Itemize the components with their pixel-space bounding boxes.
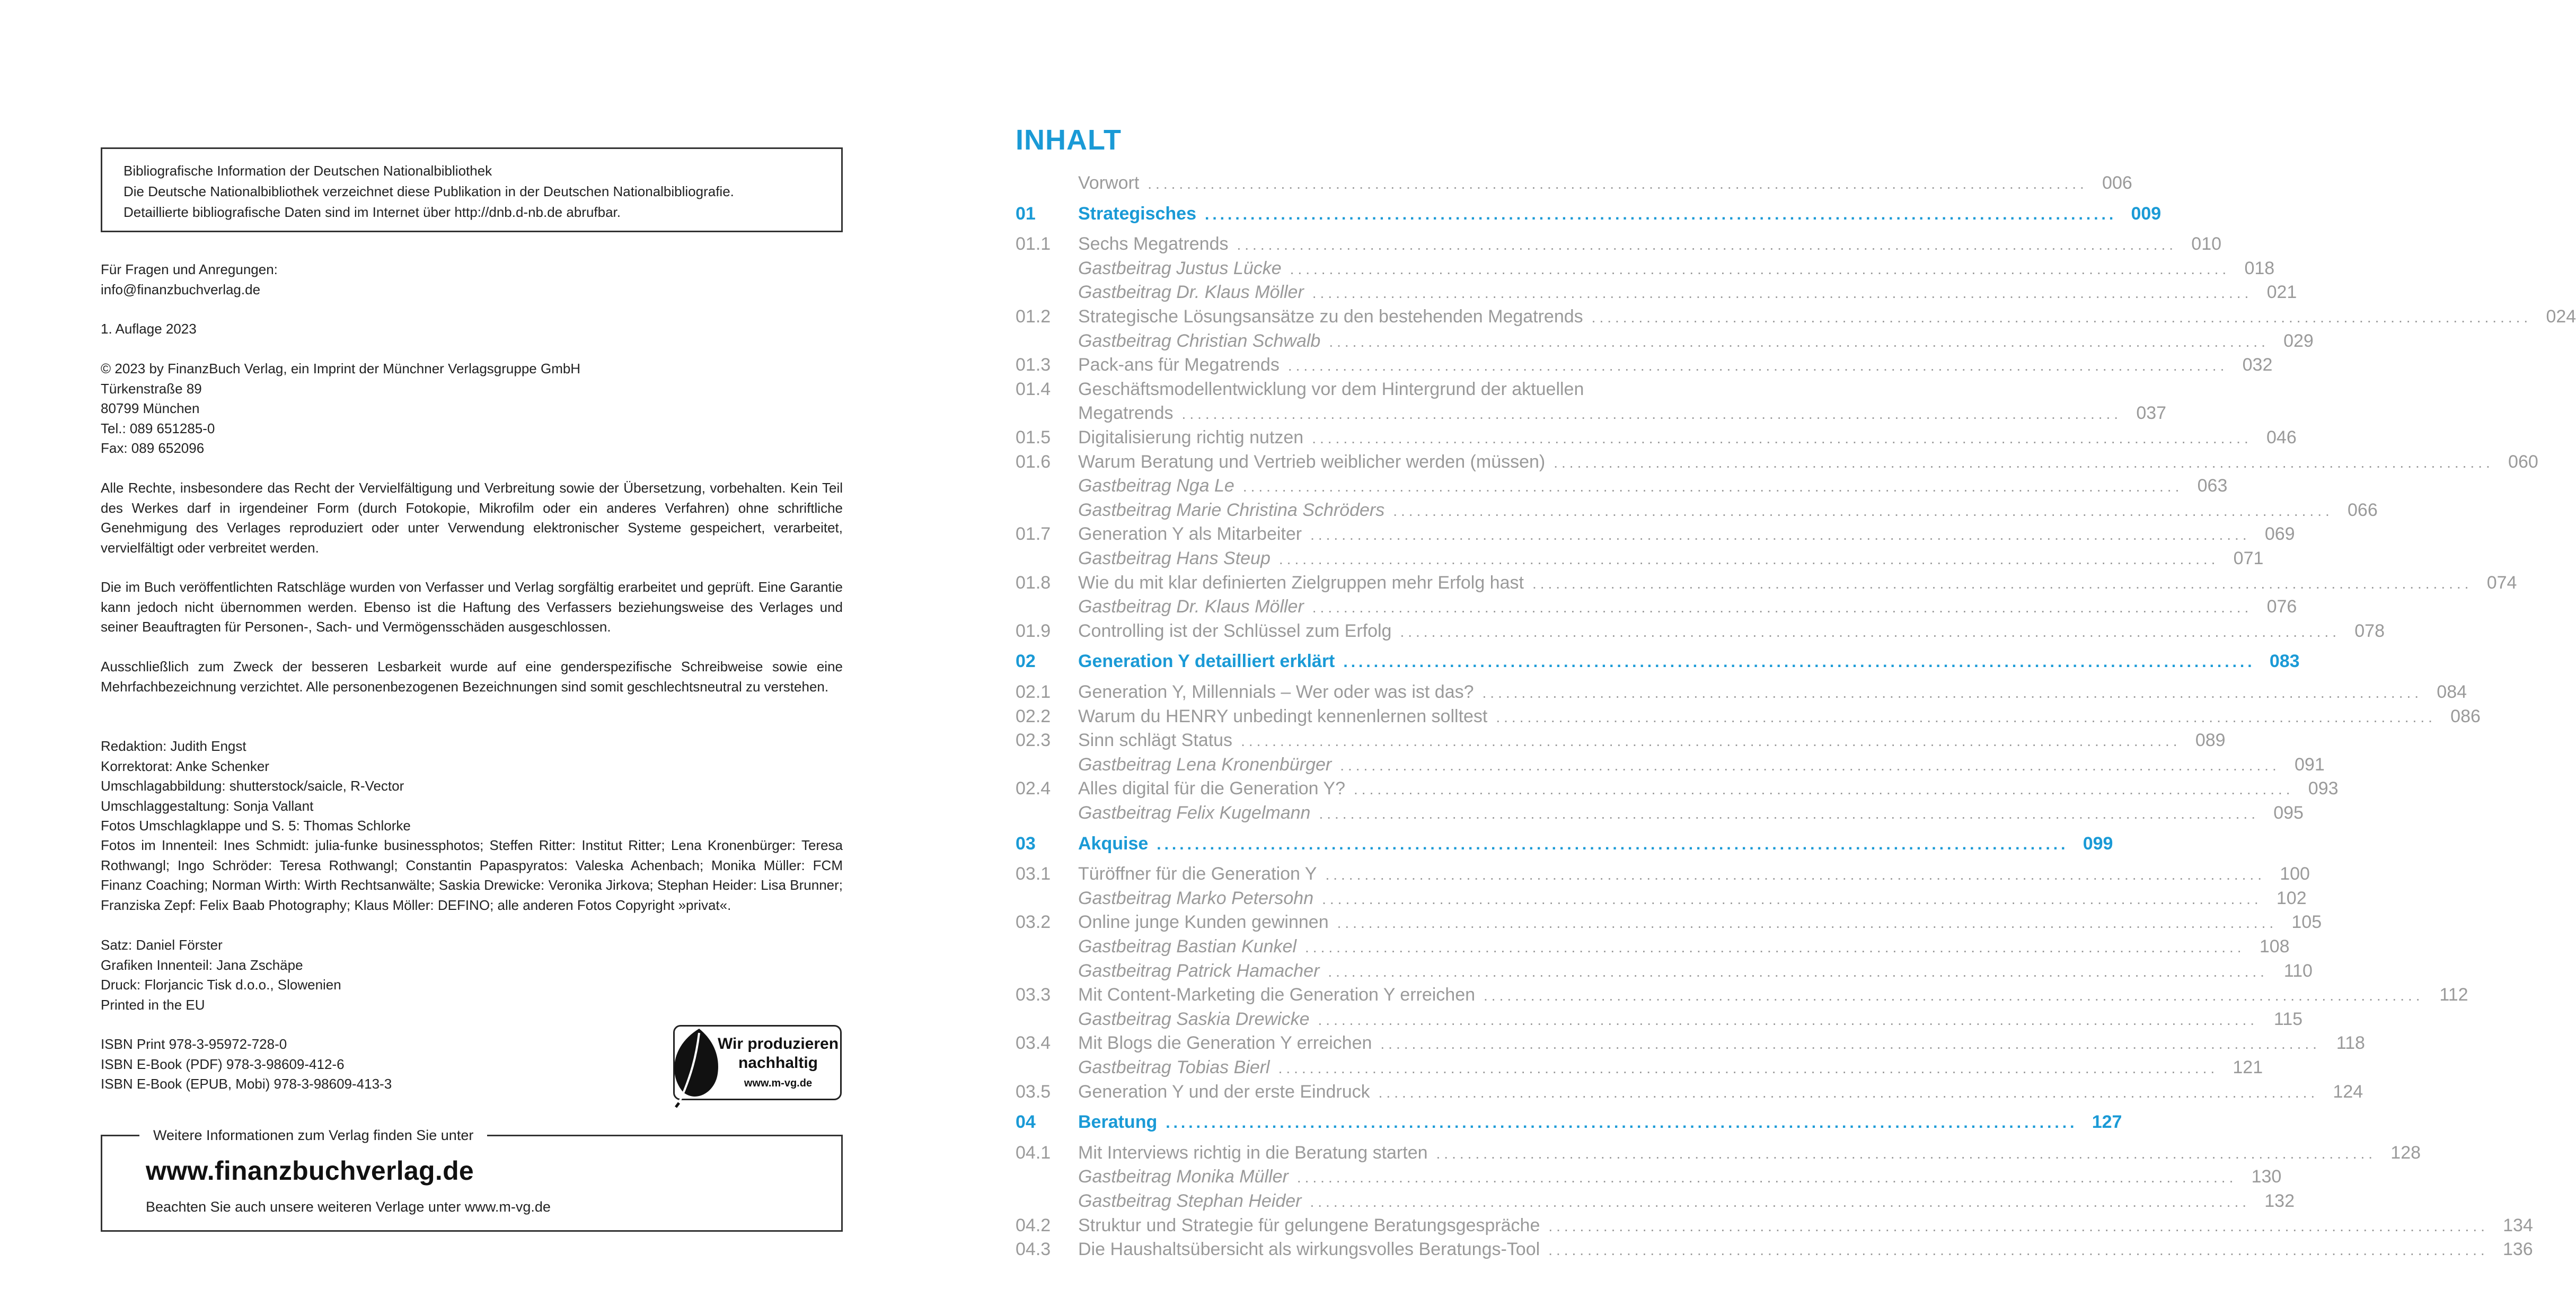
- toc-entry-title: Generation Y detailliert erklärt: [1078, 651, 1335, 672]
- toc-leader-dots: ........................................................................................................................: [1380, 1036, 2321, 1053]
- toc-entry-title: Warum Beratung und Vertrieb weiblicher werden (müssen): [1078, 451, 1546, 472]
- toc-chapter-row[interactable]: [1016, 1110, 2122, 1134]
- toc-number: 04.3: [1016, 1239, 1051, 1260]
- toc-section-row[interactable]: [1016, 728, 2226, 752]
- toc-page-number: 066: [2348, 499, 2378, 520]
- toc-entry-title: Die Haushaltsübersicht als wirkungsvolles Beratungs-Tool: [1078, 1239, 1540, 1260]
- toc-entry-title: Gastbeitrag Nga Le: [1078, 476, 1234, 496]
- toc-entry-title: Megatrends: [1078, 403, 1174, 424]
- isbn-line: ISBN Print 978-3-95972-728-0: [101, 1036, 287, 1052]
- badge-line-1: Wir produzieren: [717, 1035, 839, 1053]
- toc-leader-dots: ........................................................................................................................: [1205, 205, 2117, 223]
- toc-number: 02: [1016, 651, 1036, 672]
- toc-entry-title: Vorwort: [1078, 173, 1140, 193]
- publisher-block: [101, 359, 843, 459]
- website-caption: Weitere Informationen zum Verlag finden Sie unter: [139, 1125, 487, 1146]
- toc-entry-title: Generation Y und der erste Eindruck: [1078, 1081, 1370, 1102]
- toc-entry-title: Türöffner für die Generation Y: [1078, 864, 1317, 884]
- toc-entry-title: Gastbeitrag Hans Steup: [1078, 548, 1271, 568]
- toc-page-number: 127: [2092, 1112, 2122, 1133]
- credit-line: Korrektorat: Anke Schenker: [101, 758, 269, 774]
- toc-entry-title: Gastbeitrag Monika Müller: [1078, 1167, 1289, 1187]
- toc-number: 04.2: [1016, 1215, 1051, 1235]
- toc-leader-dots: ........................................................................................................................: [1554, 454, 2494, 471]
- toc-entry-title: Strategisches: [1078, 203, 1196, 224]
- toc-page-number: 037: [2136, 403, 2167, 424]
- toc-section-row[interactable]: [1016, 776, 2339, 801]
- toc-guest-row[interactable]: [1016, 256, 2275, 280]
- toc-leader-dots: ........................................................................................................................: [1148, 176, 2088, 192]
- toc-section-row[interactable]: [1016, 522, 2295, 546]
- toc-section-row[interactable]: [1016, 171, 2132, 195]
- toc-section-row[interactable]: [1016, 983, 2468, 1007]
- toc-page-number: 060: [2508, 451, 2538, 472]
- sustainability-badge: [673, 1025, 842, 1100]
- toc-number: 01: [1016, 203, 1036, 224]
- toc-section-row[interactable]: [1016, 862, 2310, 886]
- photo-credits-paragraph: Fotos im Innenteil: Ines Schmidt: julia-funke businessphotos; Steffen Ritter: Institut Ritter; Lena Kronenbürger: Teresa Rothwangl; Ingo Schröder: Teresa Rothwangl; Constantin Papaspyratos: Valeska Achenbach; Monika Müller: FCM Finanz Coaching; Norman Wirth: Wirth Rechtsanwälte; Saskia Drewicke: Veronika Jirkova; Stephan Heider: Lisa Brunner; Franziska Zepf: Felix Baab Photography; Klaus Möller: DEFINO; alle anderen Fotos Copyright »privat«.: [101, 837, 843, 913]
- toc-guest-row[interactable]: [1016, 1189, 2295, 1213]
- toc-leader-dots: ........................................................................................................................: [1591, 309, 2532, 326]
- toc-page-number: 076: [2266, 597, 2297, 617]
- toc-entry-title: Sechs Megatrends: [1078, 234, 1229, 255]
- toc-leader-dots: ........................................................................................................................: [1237, 236, 2177, 253]
- toc-number: 02.3: [1016, 730, 1051, 751]
- toc-guest-row[interactable]: [1016, 1055, 2263, 1080]
- disclaimer-paragraph: Die im Buch veröffentlichten Ratschläge wurden von Verfasser und Verlag sorgfältig erarbeitet und geprüft. Eine Garantie kann jedoch nicht übernommen werden. Ebenso ist die Haftung des Verfassers beziehungsweise des Verlages und seiner Beauftragten für Personen-, Sach- und Vermögensschäden ausgeschlossen.: [101, 579, 843, 635]
- toc-section-row[interactable]: [1016, 1031, 2365, 1055]
- toc-entry-title: Gastbeitrag Bastian Kunkel: [1078, 936, 1297, 957]
- toc-guest-row[interactable]: [1016, 934, 2290, 959]
- toc-entry-title: Mit Blogs die Generation Y erreichen: [1078, 1033, 1372, 1054]
- biblio-info-box: [101, 147, 843, 232]
- toc-page-number: 093: [2308, 778, 2339, 799]
- toc-number: 03.1: [1016, 864, 1051, 884]
- toc-guest-row[interactable]: [1016, 1164, 2282, 1189]
- toc-leader-dots: ........................................................................................................................: [1337, 915, 2278, 932]
- website-note: Beachten Sie auch unsere weiteren Verlage unter www.m-vg.de: [146, 1199, 551, 1215]
- toc-number: 01.3: [1016, 355, 1051, 375]
- toc-title: INHALT: [1016, 124, 1122, 156]
- toc-entry-title: Digitalisierung richtig nutzen: [1078, 427, 1304, 448]
- toc-entry-title: Struktur und Strategie für gelungene Beratungsgespräche: [1078, 1215, 1540, 1235]
- credits2-block: [101, 935, 843, 1015]
- toc-section-row[interactable]: [1016, 353, 2273, 377]
- toc-page-number: 121: [2233, 1057, 2263, 1077]
- toc-page-number: 112: [2439, 985, 2468, 1005]
- toc-page-number: 105: [2291, 912, 2322, 933]
- toc-section-row[interactable]: [1016, 1141, 2421, 1165]
- contact-email[interactable]: info@finanzbuchverlag.de: [101, 281, 261, 297]
- toc-section-row[interactable]: [1016, 401, 2167, 425]
- toc-leader-dots: ........................................................................................................................: [1378, 1084, 2319, 1101]
- toc-page-number: 010: [2191, 234, 2222, 255]
- gender-note-paragraph: Ausschließlich zum Zweck der besseren Lesbarkeit wurde auf eine genderspezifische Schreibweise sowie eine Mehrfachbezeichnung verzichtet. Alle personenbezogenen Bezeichnungen sind somit geschlechtsneutral zu verstehen.: [101, 659, 843, 695]
- contact-label: Für Fragen und Anregungen:: [101, 261, 278, 277]
- toc-number: 03: [1016, 833, 1036, 854]
- toc-leader-dots: ........................................................................................................................: [1328, 963, 2268, 980]
- toc-page-number: 115: [2273, 1009, 2303, 1029]
- toc-entry-title: Online junge Kunden gewinnen: [1078, 912, 1329, 933]
- biblio-line: Detaillierte bibliografische Daten sind im Internet über http://dnb.d-nb.de abrufbar.: [123, 204, 621, 220]
- toc-number: 01.5: [1016, 427, 1051, 448]
- toc-entry-title: Controlling ist der Schlüssel zum Erfolg: [1078, 620, 1392, 641]
- toc-leader-dots: ........................................................................................................................: [1305, 939, 2245, 955]
- toc-number: 03.5: [1016, 1081, 1051, 1102]
- toc-leader-dots: ........................................................................................................................: [1329, 333, 2269, 350]
- toc-leader-dots: ........................................................................................................................: [1242, 478, 2183, 495]
- toc-entry-title: Gastbeitrag Dr. Klaus Möller: [1078, 282, 1304, 303]
- toc-leader-dots: ........................................................................................................................: [1436, 1145, 2377, 1162]
- publisher-line: Tel.: 089 651285-0: [101, 420, 215, 436]
- edition: 1. Auflage 2023: [101, 321, 197, 337]
- toc-leader-dots: ........................................................................................................................: [1157, 835, 2069, 853]
- toc-section-row[interactable]: [1016, 910, 2322, 934]
- badge-line-2: nachhaltig: [738, 1054, 818, 1072]
- toc-number: 03.3: [1016, 985, 1051, 1005]
- badge-url: www.m-vg.de: [744, 1077, 813, 1089]
- credit-line: Grafiken Innenteil: Jana Zschäpe: [101, 957, 303, 973]
- credit-line: Druck: Florjancic Tisk d.o.o., Slowenien: [101, 977, 341, 993]
- toc-page-number: 132: [2264, 1191, 2295, 1211]
- toc-leader-dots: ........................................................................................................................: [1310, 527, 2251, 543]
- toc-entry-title: Warum du HENRY unbedingt kennenlernen solltest: [1078, 706, 1488, 726]
- toc-page-number: 006: [2102, 173, 2132, 193]
- toc-page-number: 024: [2546, 306, 2576, 327]
- toc-leader-dots: ........................................................................................................................: [1278, 1060, 2219, 1076]
- toc-page-number: 021: [2266, 282, 2297, 303]
- credit-line: Umschlagabbildung: shutterstock/saicle, R-Vector: [101, 778, 404, 794]
- toc-page-number: 108: [2259, 936, 2290, 957]
- toc-entry-title: Akquise: [1078, 833, 1149, 854]
- toc-section-row[interactable]: [1016, 425, 2297, 450]
- toc-guest-row[interactable]: [1016, 1007, 2303, 1031]
- toc-entry-title: Gastbeitrag Dr. Klaus Möller: [1078, 597, 1304, 617]
- toc-leader-dots: ........................................................................................................................: [1241, 733, 2181, 750]
- toc-leader-dots: ........................................................................................................................: [1322, 890, 2262, 907]
- toc-number: 04: [1016, 1112, 1036, 1133]
- toc-leader-dots: ........................................................................................................................: [1325, 866, 2265, 883]
- toc-page-number: 102: [2276, 888, 2307, 908]
- toc-leader-dots: ........................................................................................................................: [1312, 285, 2253, 302]
- toc-leader-dots: ........................................................................................................................: [1296, 1169, 2237, 1186]
- toc-chapter-row[interactable]: [1016, 649, 2300, 673]
- toc-leader-dots: ........................................................................................................................: [1343, 653, 2255, 671]
- toc-page-number: 069: [2264, 524, 2295, 545]
- toc-section-row[interactable]: [1016, 1080, 2363, 1104]
- isbn-line: ISBN E-Book (EPUB, Mobi) 978-3-98609-413-3: [101, 1076, 392, 1092]
- toc-leader-dots: ........................................................................................................................: [1532, 575, 2473, 592]
- toc-page-number: 083: [2269, 651, 2300, 672]
- publisher-line: Fax: 089 652096: [101, 440, 205, 456]
- toc-leader-dots: ........................................................................................................................: [1484, 987, 2424, 1004]
- toc-guest-row[interactable]: [1016, 474, 2228, 498]
- toc-page-number: 118: [2336, 1033, 2365, 1054]
- toc-entry-title: Gastbeitrag Tobias Bierl: [1078, 1057, 1270, 1077]
- toc-guest-row[interactable]: [1016, 546, 2264, 571]
- toc-section-row[interactable]: [1016, 450, 2538, 474]
- credit-line: Fotos Umschlagklappe und S. 5: Thomas Schlorke: [101, 818, 411, 834]
- toc-entry-title: Gastbeitrag Patrick Hamacher: [1078, 960, 1320, 981]
- toc-page-number: 018: [2244, 258, 2275, 278]
- toc-leader-dots: ........................................................................................................................: [1482, 685, 2423, 701]
- biblio-heading: Bibliografische Information der Deutschen Nationalbibliothek: [123, 163, 492, 179]
- toc-page-number: 124: [2333, 1081, 2363, 1102]
- toc-leader-dots: ........................................................................................................................: [1312, 599, 2253, 616]
- toc-page-number: 100: [2280, 864, 2310, 884]
- toc-entry-title: Strategische Lösungsansätze zu den bestehenden Megatrends: [1078, 306, 1583, 327]
- toc-entry-title: Gastbeitrag Felix Kugelmann: [1078, 803, 1311, 823]
- toc-page-number: 063: [2197, 476, 2228, 496]
- toc-chapter-row[interactable]: [1016, 831, 2113, 856]
- credit-line: Satz: Daniel Förster: [101, 937, 223, 953]
- toc-entry-title: Gastbeitrag Christian Schwalb: [1078, 330, 1321, 351]
- toc-number: 01.6: [1016, 451, 1051, 472]
- toc-guest-row[interactable]: [1016, 752, 2325, 777]
- toc-number: 03.4: [1016, 1033, 1051, 1054]
- toc-page-number: 128: [2390, 1142, 2421, 1163]
- toc-page-number: 078: [2354, 620, 2385, 641]
- toc-leader-dots: ........................................................................................................................: [1181, 406, 2122, 423]
- toc-page-number: 091: [2295, 754, 2325, 775]
- toc-leader-dots: ........................................................................................................................: [1496, 708, 2436, 725]
- toc-leader-dots: ........................................................................................................................: [1319, 805, 2259, 822]
- toc-leader-dots: ........................................................................................................................: [1340, 757, 2280, 774]
- toc-page-number: 134: [2503, 1215, 2533, 1235]
- credit-line: Printed in the EU: [101, 996, 205, 1013]
- toc-entry-title: Gastbeitrag Marko Petersohn: [1078, 888, 1314, 908]
- biblio-line: Die Deutsche Nationalbibliothek verzeichnet diese Publikation in der Deutschen Nationalbibliografie.: [123, 183, 734, 199]
- toc-page-number: 086: [2450, 706, 2481, 726]
- toc-leader-dots: ........................................................................................................................: [1400, 623, 2340, 640]
- toc-leader-dots: ........................................................................................................................: [1548, 1217, 2489, 1234]
- toc-page-number: 032: [2242, 355, 2273, 375]
- credit-line: Redaktion: Judith Engst: [101, 738, 246, 754]
- toc-section-row[interactable]: [1016, 571, 2517, 595]
- toc-entry-title: Gastbeitrag Marie Christina Schröders: [1078, 499, 1385, 520]
- toc-number: 02.4: [1016, 778, 1051, 799]
- toc-page-number: 029: [2283, 330, 2314, 351]
- toc-entry-title: Gastbeitrag Justus Lücke: [1078, 258, 1282, 278]
- toc-guest-row[interactable]: [1016, 329, 2314, 353]
- toc-entry-title: Gastbeitrag Stephan Heider: [1078, 1191, 1302, 1211]
- toc-page-number: 071: [2233, 548, 2264, 568]
- credits-block: [101, 737, 843, 836]
- toc-section-row[interactable]: [1016, 619, 2385, 643]
- toc-section-row[interactable]: [1016, 232, 2222, 256]
- toc-entry-title: Geschäftsmodellentwicklung vor dem Hintergrund der aktuellen: [1078, 379, 1584, 399]
- toc-page-number: 089: [2195, 730, 2226, 751]
- toc-entry-title: Alles digital für die Generation Y?: [1078, 778, 1346, 799]
- toc-entry-title: Pack-ans für Megatrends: [1078, 355, 1280, 375]
- toc-leader-dots: ........................................................................................................................: [1393, 502, 2333, 519]
- toc-entry-title: Gastbeitrag Lena Kronenbürger: [1078, 754, 1332, 775]
- toc-number: 02.1: [1016, 682, 1051, 702]
- toc-entry-title: Beratung: [1078, 1112, 1158, 1133]
- toc-page-number: 099: [2083, 833, 2113, 854]
- toc-entry-title: Generation Y als Mitarbeiter: [1078, 524, 1302, 545]
- toc-entry-title: Mit Content-Marketing die Generation Y erreichen: [1078, 985, 1476, 1005]
- toc-number: 01.7: [1016, 524, 1051, 545]
- toc-leader-dots: ........................................................................................................................: [1290, 260, 2230, 277]
- toc-number: 02.2: [1016, 706, 1051, 726]
- publisher-line: Türkenstraße 89: [101, 380, 202, 397]
- toc-number: 01.4: [1016, 379, 1051, 399]
- isbn-line: ISBN E-Book (PDF) 978-3-98609-412-6: [101, 1056, 345, 1072]
- website-url[interactable]: www.finanzbuchverlag.de: [146, 1156, 474, 1186]
- toc-leader-dots: ........................................................................................................................: [1318, 1011, 2259, 1028]
- toc-leader-dots: ........................................................................................................................: [1278, 551, 2219, 567]
- toc-leader-dots: ........................................................................................................................: [1287, 357, 2228, 374]
- toc-leader-dots: ........................................................................................................................: [1312, 430, 2252, 446]
- toc-guest-row[interactable]: [1016, 280, 2297, 304]
- toc-number: 01.1: [1016, 234, 1051, 255]
- toc-page-number: 095: [2273, 803, 2304, 823]
- toc-leader-dots: ........................................................................................................................: [1310, 1194, 2250, 1210]
- toc-entry-title: Gastbeitrag Saskia Drewicke: [1078, 1009, 1310, 1029]
- toc-leader-dots: ........................................................................................................................: [1166, 1114, 2078, 1132]
- toc-number: 03.2: [1016, 912, 1051, 933]
- toc-page-number: 046: [2266, 427, 2297, 448]
- edition-block: [101, 319, 843, 339]
- toc-number: 01.2: [1016, 306, 1051, 327]
- contact-block: [101, 260, 843, 300]
- toc-guest-row[interactable]: [1016, 498, 2378, 522]
- toc-page-number: 136: [2502, 1239, 2533, 1260]
- toc-entry-title: Wie du mit klar definierten Zielgruppen mehr Erfolg hast: [1078, 572, 1524, 593]
- toc-page-number: 009: [2131, 203, 2162, 224]
- toc-guest-row[interactable]: [1016, 801, 2304, 825]
- toc-section-row[interactable]: [1016, 1213, 2533, 1238]
- toc-chapter-row[interactable]: [1016, 201, 2162, 226]
- toc-section-row[interactable]: [1016, 304, 2576, 329]
- toc-entry-title: Generation Y, Millennials – Wer oder was ist das?: [1078, 682, 1474, 702]
- toc-guest-row[interactable]: [1016, 959, 2313, 983]
- toc-number: 04.1: [1016, 1142, 1051, 1163]
- toc-entry-title: Mit Interviews richtig in die Beratung starten: [1078, 1142, 1428, 1163]
- credit-line: Umschlaggestaltung: Sonja Vallant: [101, 797, 314, 814]
- rights-paragraph: Alle Rechte, insbesondere das Recht der Vervielfältigung und Verbreitung sowie der Übersetzung, vorbehalten. Kein Teil des Werkes darf in irgendeiner Form (durch Fotokopie, Mikrofilm oder ein anderes Verfahren) ohne schriftliche Genehmigung des Verlages reproduziert oder unter Verwendung elektronischer Systeme gespeichert, verarbeitet, vervielfältigt oder verbreitet werden.: [101, 480, 843, 556]
- toc-number: 01.9: [1016, 620, 1051, 641]
- toc-number: 01.8: [1016, 572, 1051, 593]
- toc-leader-dots: ........................................................................................................................: [1548, 1242, 2489, 1259]
- toc-guest-row[interactable]: [1016, 886, 2307, 910]
- toc-section-row[interactable]: [1016, 680, 2467, 704]
- toc-leader-dots: ........................................................................................................................: [1354, 781, 2294, 798]
- toc-page-number: 074: [2486, 572, 2517, 593]
- toc-page-number: 084: [2437, 682, 2467, 702]
- toc-guest-row[interactable]: [1016, 594, 2297, 619]
- toc-page-number: 130: [2251, 1167, 2282, 1187]
- publisher-line: 80799 München: [101, 400, 200, 416]
- publisher-line: © 2023 by FinanzBuch Verlag, ein Imprint der Münchner Verlagsgruppe GmbH: [101, 361, 581, 376]
- toc-page-number: 110: [2283, 960, 2313, 981]
- toc-section-row[interactable]: [1016, 1237, 2533, 1261]
- toc-section-row[interactable]: [1016, 704, 2481, 729]
- publisher-website-box: [101, 1127, 843, 1232]
- toc-entry-title: Sinn schlägt Status: [1078, 730, 1233, 751]
- toc-section-row[interactable]: [1016, 377, 1705, 401]
